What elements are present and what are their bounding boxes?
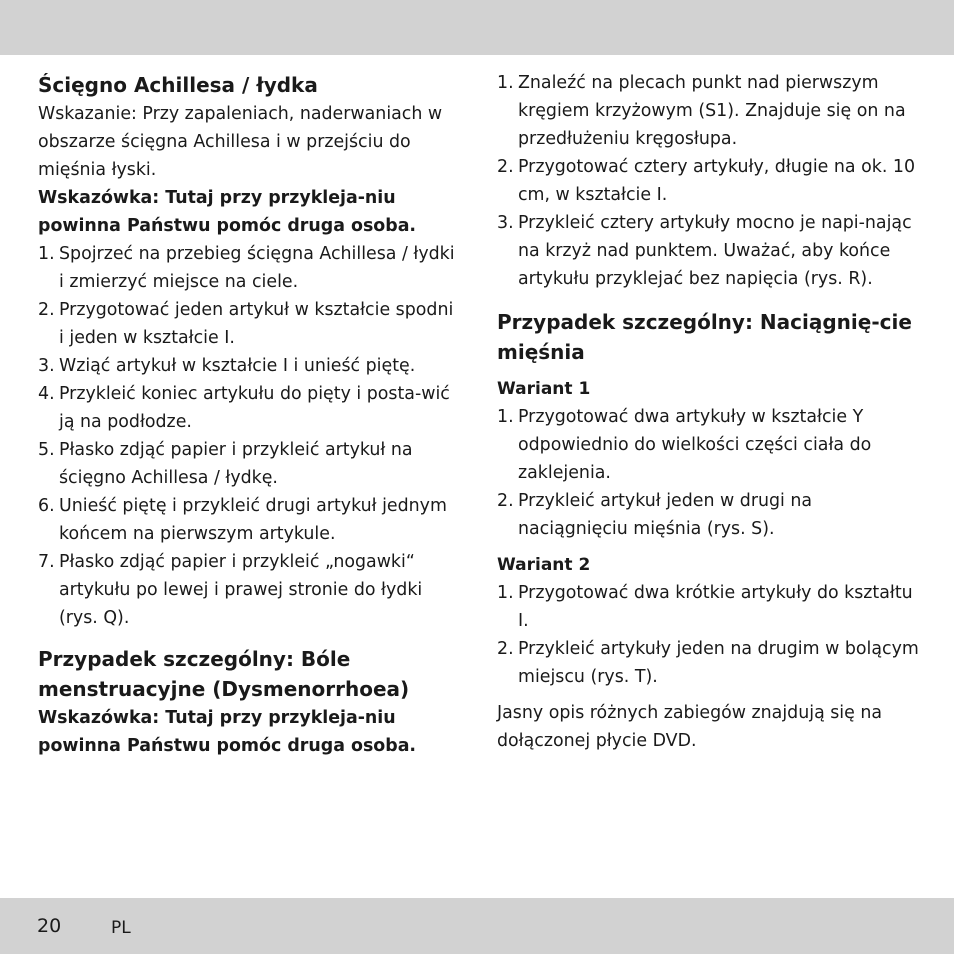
closing-text: Jasny opis różnych zabiegów znajdują się na dołączonej płycie DVD.	[497, 703, 883, 751]
section-heading-muscle: Przypadek szczególny: Naciągnię-cie mięśnia	[497, 310, 912, 364]
step-number: 1.	[497, 73, 514, 93]
language-code: PL	[111, 918, 131, 938]
list-item	[38, 296, 463, 352]
list-item	[497, 403, 927, 487]
step-number: 4.	[38, 384, 55, 404]
section-heading-menstrual: Przypadek szczególny: Bóle menstruacyjne (Dysmenorrhoea)	[38, 647, 410, 701]
list-item	[38, 436, 463, 492]
step-text: Przygotować dwa artykuły w kształcie Y odpowiednio do wielkości części ciała do zaklejenia.	[518, 407, 872, 483]
indication-text: Wskazanie: Przy zapaleniach, naderwaniach w obszarze ścięgna Achillesa i w przejściu do mięśnia łyski.	[38, 104, 443, 180]
achilles-steps-list	[38, 240, 463, 632]
variant-1-title: Wariant 1	[497, 379, 591, 399]
list-item	[497, 635, 927, 691]
variant-1-steps-list	[497, 403, 927, 543]
step-number: 2.	[497, 491, 514, 511]
step-text: Przygotować dwa krótkie artykuły do kształtu I.	[518, 583, 913, 631]
step-text: Znaleźć na plecach punkt nad pierwszym kręgiem krzyżowym (S1). Znajduje się on na przedłużeniu kręgosłupa.	[518, 73, 906, 149]
step-text: Spojrzeć na przebieg ścięgna Achillesa / łydki i zmierzyć miejsce na ciele.	[59, 244, 455, 292]
step-text: Przykleić artykuły jeden na drugim w bolącym miejscu (rys. T).	[518, 639, 919, 687]
step-text: Wziąć artykuł w kształcie I i unieść piętę.	[59, 356, 416, 376]
list-item	[38, 548, 463, 632]
step-number: 1.	[497, 407, 514, 427]
step-text: Przykleić cztery artykuły mocno je napi-nając na krzyż nad punktem. Uważać, aby końce artykułu przyklejać bez napięcia (rys. R).	[518, 213, 912, 289]
step-number: 2.	[497, 157, 514, 177]
step-text: Przygotować jeden artykuł w kształcie spodni i jeden w kształcie I.	[59, 300, 454, 348]
list-item	[497, 579, 927, 635]
step-text: Płasko zdjąć papier i przykleić artykuł na ścięgno Achillesa / łydkę.	[59, 440, 413, 488]
hint-text: Wskazówka: Tutaj przy przykleja-niu powinna Państwu pomóc druga osoba.	[38, 188, 417, 236]
list-item	[497, 487, 927, 543]
step-number: 1.	[497, 583, 514, 603]
step-number: 2.	[38, 300, 55, 320]
variant-2-title: Wariant 2	[497, 555, 591, 575]
step-number: 3.	[497, 213, 514, 233]
list-item	[38, 492, 463, 548]
step-number: 3.	[38, 356, 55, 376]
footer-bar	[0, 898, 954, 954]
list-item	[497, 69, 927, 153]
left-column	[38, 70, 463, 760]
variant-2-steps-list	[497, 579, 927, 691]
step-number: 6.	[38, 496, 55, 516]
list-item	[497, 153, 927, 209]
right-column	[497, 69, 927, 755]
step-text: Przykleić artykuł jeden w drugi na naciągnięciu mięśnia (rys. S).	[518, 491, 813, 539]
step-number: 5.	[38, 440, 55, 460]
step-text: Unieść piętę i przykleić drugi artykuł jednym końcem na pierwszym artykule.	[59, 496, 447, 544]
list-item	[38, 380, 463, 436]
step-number: 1.	[38, 244, 55, 264]
step-text: Przykleić koniec artykułu do pięty i posta-wić ją na podłodze.	[59, 384, 450, 432]
hint-text: Wskazówka: Tutaj przy przykleja-niu powinna Państwu pomóc druga osoba.	[38, 708, 417, 756]
page-number: 20	[37, 915, 62, 937]
step-text: Przygotować cztery artykuły, długie na ok. 10 cm, w kształcie I.	[518, 157, 916, 205]
step-number: 2.	[497, 639, 514, 659]
list-item	[38, 352, 463, 380]
section-heading-achilles: Ścięgno Achillesa / łydka	[38, 73, 318, 97]
list-item	[38, 240, 463, 296]
menstrual-steps-list	[497, 69, 927, 293]
step-text: Płasko zdjąć papier i przykleić „nogawki“ artykułu po lewej i prawej stronie do łydki (rys. Q).	[59, 552, 423, 628]
list-item	[497, 209, 927, 293]
header-bar	[0, 0, 954, 55]
step-number: 7.	[38, 552, 55, 572]
